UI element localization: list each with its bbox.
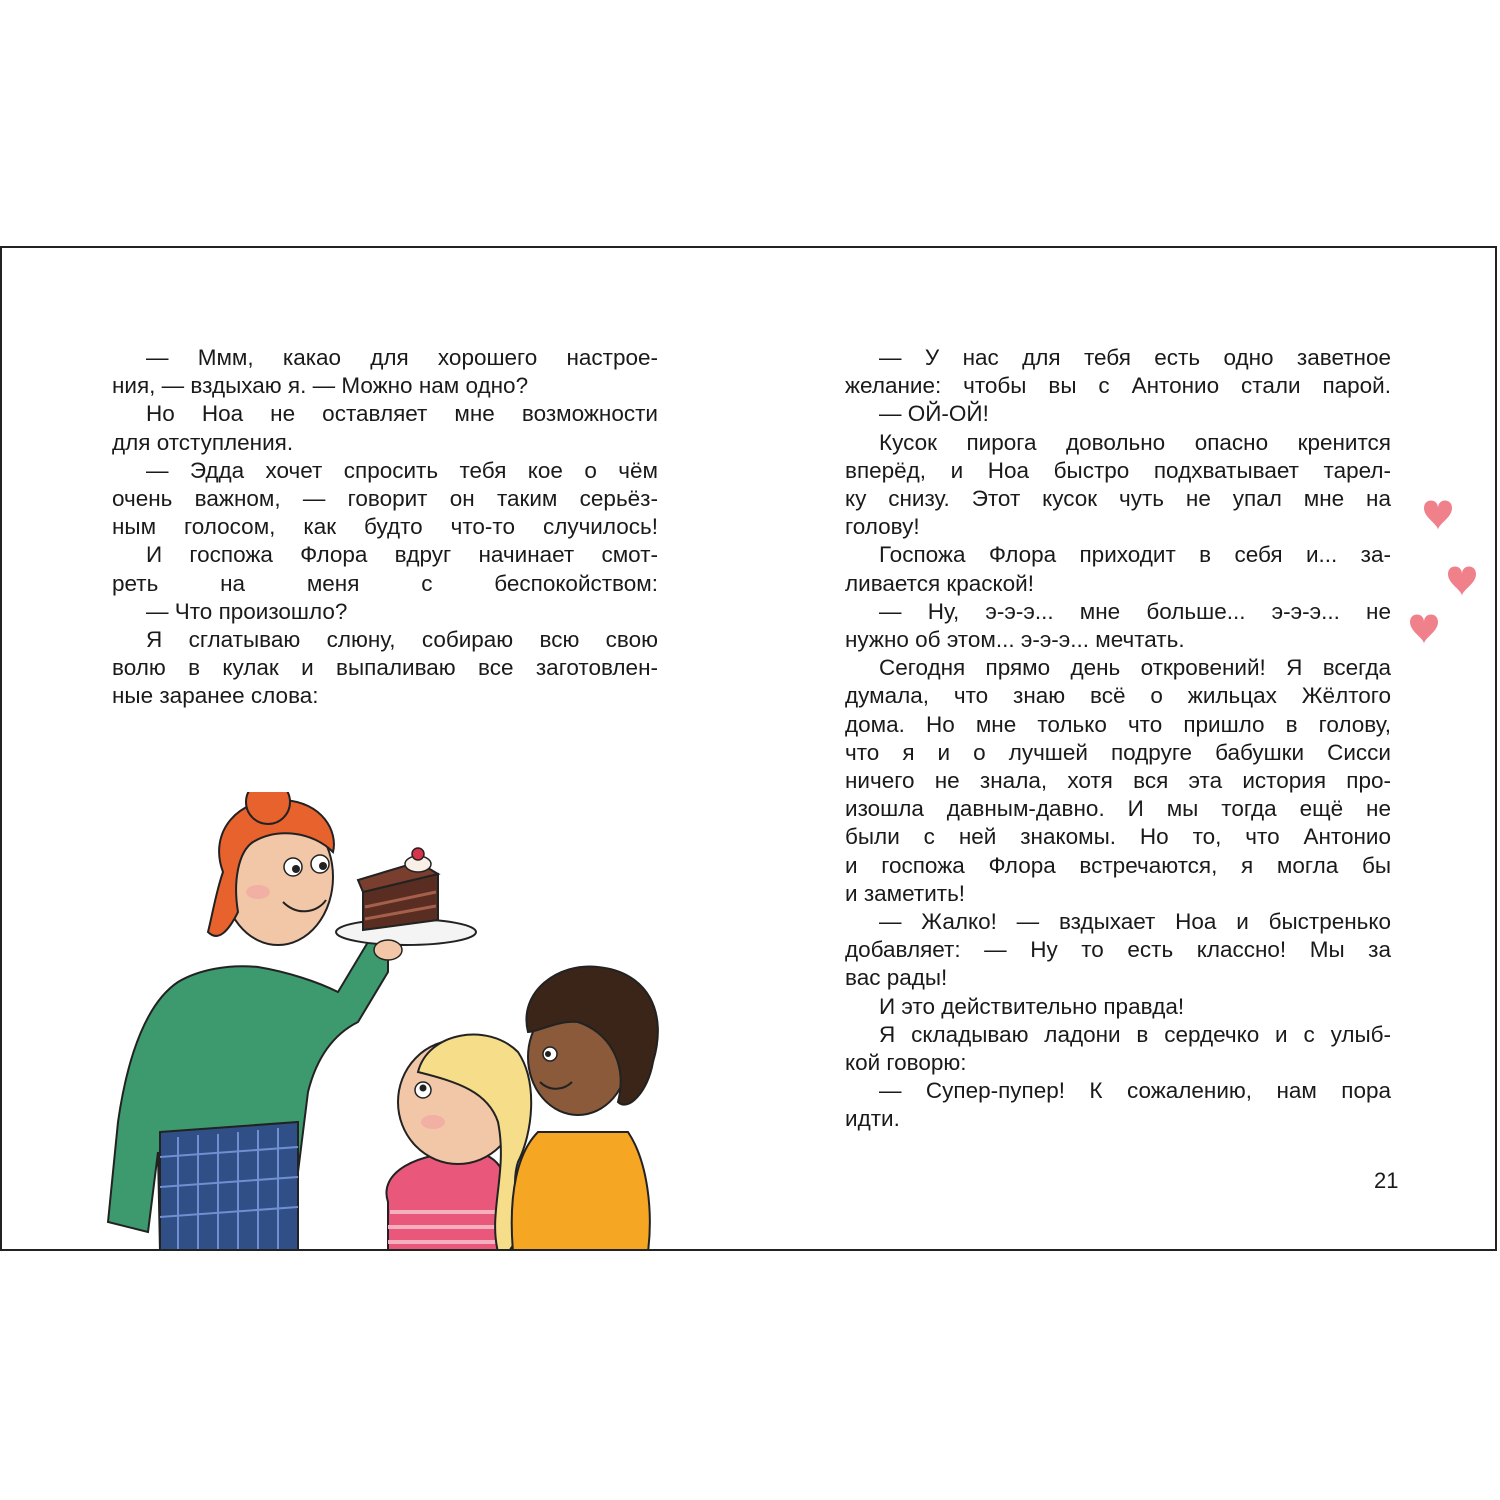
boy-figure xyxy=(512,966,658,1251)
text-line: были с ней знакомы. Но то, что Антонио xyxy=(845,824,1391,850)
text-line: вас рады! xyxy=(845,965,948,991)
text-line: — Жалко! — вздыхает Ноа и быстренько xyxy=(879,909,1391,935)
text-line: очень важном, — говорит он таким серьёз- xyxy=(112,486,658,512)
text-line: голову! xyxy=(845,514,920,540)
text-line: изошла давным-давно. И мы тогда ещё не xyxy=(845,796,1391,822)
text-line: для отступления. xyxy=(112,429,294,455)
text-line: Госпожа Флора приходит в себя и... за- xyxy=(879,542,1391,568)
text-line: — ОЙ-ОЙ! xyxy=(879,401,989,427)
text-line: — Супер-пупер! К сожалению, нам пора xyxy=(879,1078,1391,1104)
hearts-decoration xyxy=(1402,488,1492,658)
girl-figure xyxy=(386,1035,531,1251)
text-line: Кусок пирога довольно опасно кренится xyxy=(879,429,1391,455)
text-line: нужно об этом... э-э-э... мечтать. xyxy=(845,627,1185,653)
text-line: и заметить! xyxy=(845,880,966,906)
text-line: — Ммм, какао для хорошего настрое- xyxy=(146,345,658,370)
text-line: — Ну, э-э-э... мне больше... э-э-э... не xyxy=(879,598,1391,624)
heart-icon xyxy=(1424,501,1452,531)
text-line: Я сглатываю слюну, собираю всю свою xyxy=(146,627,658,653)
text-line: ку снизу. Этот кусок чуть не упал мне на xyxy=(845,486,1391,512)
text-line: волю в кулак и выпаливаю все заготовлен- xyxy=(112,655,658,681)
text-line: Сегодня прямо день откровений! Я всегда xyxy=(879,655,1391,681)
text-line: реть на меня с беспокойством: xyxy=(112,570,658,596)
page-number: 21 xyxy=(1374,1168,1399,1193)
text-line: — Эдда хочет спросить тебя кое о чём xyxy=(146,457,658,483)
text-line: Но Ноа не оставляет мне возможности xyxy=(146,401,658,427)
text-line: идти. xyxy=(845,1106,900,1132)
illustration xyxy=(88,792,708,1251)
heart-icon xyxy=(1410,615,1438,645)
text-line: кой говорю: xyxy=(845,1050,967,1076)
text-line: ния, — вздыхаю я. — Можно нам одно? xyxy=(112,373,529,399)
text-line: — У нас для тебя есть одно заветное xyxy=(879,345,1391,370)
text-line: желание: чтобы вы с Антонио стали парой. xyxy=(845,373,1391,399)
heart-icon xyxy=(1448,567,1476,597)
text-line: ные заранее слова: xyxy=(112,683,319,709)
text-line: что я и о лучшей подруге бабушки Сисси xyxy=(845,739,1391,765)
text-line: дома. Но мне только что пришло в голову, xyxy=(845,711,1391,737)
text-line: и госпожа Флора встречаются, я могла бы xyxy=(845,852,1391,878)
right-page-text xyxy=(845,344,1391,1134)
text-line: И это действительно правда! xyxy=(879,993,1185,1019)
text-line: ливается краской! xyxy=(845,570,1034,596)
text-line: добавляет: — Ну то есть классно! Мы за xyxy=(845,937,1391,963)
text-line: вперёд, и Ноа быстро подхватывает тарел- xyxy=(845,457,1391,483)
text-line: — Что произошло? xyxy=(146,598,348,624)
text-line: И госпожа Флора вдруг начинает смот- xyxy=(146,542,658,568)
book-spread xyxy=(0,246,1497,1251)
text-line: Я складываю ладони в сердечко и с улыб- xyxy=(879,1021,1391,1047)
left-page-text xyxy=(112,344,658,711)
text-line: думала, что знаю всё о жильцах Жёлтого xyxy=(845,683,1391,709)
text-line: ным голосом, как будто что-то случилось! xyxy=(112,514,658,540)
text-line: ничего не знала, хотя вся эта история про- xyxy=(845,768,1391,794)
